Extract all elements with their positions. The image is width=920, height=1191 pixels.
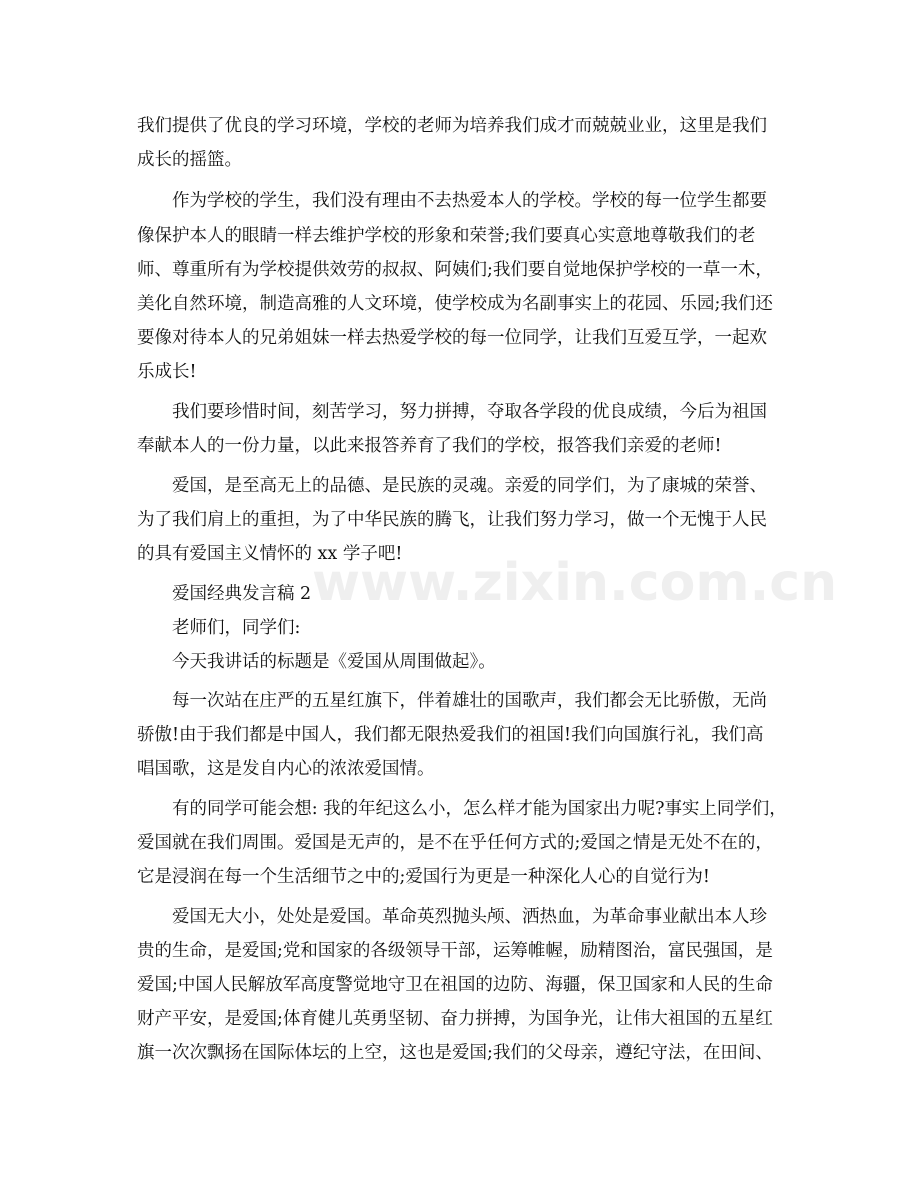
text-line: 骄傲!由于我们都是中国人，我们都无限热爱我们的祖国!我们向国旗行礼，我们高 xyxy=(137,725,764,745)
text-line: 贵的生命，是爱国;党和国家的各级领导干部，运筹帷幄，励精图治，富民强国，是 xyxy=(137,941,773,961)
text-line: 像保护本人的眼睛一样去维护学校的形象和荣誉;我们要真心实意地尊敬我们的老 xyxy=(137,226,756,246)
paragraph-start-line: 我们要珍惜时间，刻苦学习，努力拼搏，夺取各学段的优良成绩，今后为祖国 xyxy=(172,402,767,422)
text-line: 美化自然环境，制造高雅的人文环境，使学校成为名副事实上的花园、乐园;我们还 xyxy=(137,294,773,314)
text-line: 我们提供了优良的学习环境，学校的老师为培养我们成才而兢兢业业，这里是我们 xyxy=(137,116,767,136)
text-line: 它是浸润在每一个生活细节之中的;爱国行为更是一种深化人心的自觉行为! xyxy=(137,867,710,887)
text-line: 要像对待本人的兄弟姐妹一样去热爱学校的每一位同学，让我们互爱互学，一起欢 xyxy=(137,328,767,348)
text-line: 财产平安，是爱国;体育健儿英勇坚韧、奋力拼搏，为国争光，让伟大祖国的五星红 xyxy=(137,1009,773,1029)
text-line: 为了我们肩上的重担，为了中华民族的腾飞，让我们努力学习，做一个无愧于人民 xyxy=(137,510,767,530)
text-line: 唱国歌，这是发自内心的浓浓爱国情。 xyxy=(137,759,435,779)
text-line: 爱国;中国人民解放军高度警觉地守卫在祖国的边防、海疆，保卫国家和人民的生命 xyxy=(137,975,773,995)
watermark: www.zixin.com.cn xyxy=(312,553,838,613)
text-line: 师、尊重所有为学校提供效劳的叔叔、阿姨们;我们要自觉地保护学校的一草一木， xyxy=(137,260,773,280)
paragraph-start-line: 爱国无大小，处处是爱国。革命英烈抛头颅、洒热血，为革命事业献出本人珍 xyxy=(172,907,767,927)
speech-title-line: 今天我讲话的标题是《爱国从周围做起》。 xyxy=(172,652,496,672)
text-line: 旗一次次飘扬在国际体坛的上空，这也是爱国;我们的父母亲，遵纪守法，在田间、 xyxy=(137,1043,773,1063)
text-line: 的具有爱国主义情怀的 xx 学子吧! xyxy=(137,544,403,564)
paragraph-start-line: 爱国，是至高无上的品德、是民族的灵魂。亲爱的同学们，为了康城的荣誉、 xyxy=(172,476,767,496)
text-line: 奉献本人的一份力量，以此来报答养育了我们的学校，报答我们亲爱的老师! xyxy=(137,436,722,456)
salutation: 老师们，同学们: xyxy=(172,618,301,638)
paragraph-start-line: 作为学校的学生，我们没有理由不去热爱本人的学校。学校的每一位学生都要 xyxy=(172,191,767,211)
text-line: 乐成长! xyxy=(137,362,197,382)
paragraph-start-line: 每一次站在庄严的五星红旗下，伴着雄壮的国歌声，我们都会无比骄傲，无尚 xyxy=(172,691,767,711)
section-heading: 爱国经典发言稿 2 xyxy=(172,584,312,604)
paragraph-start-line: 有的同学可能会想: 我的年纪这么小，怎么样才能为国家出力呢?事实上同学们， xyxy=(172,799,787,819)
text-line: 爱国就在我们周围。爱国是无声的，是不在乎任何方式的;爱国之情是无处不在的， xyxy=(137,833,773,853)
text-line: 成长的摇篮。 xyxy=(137,150,242,170)
